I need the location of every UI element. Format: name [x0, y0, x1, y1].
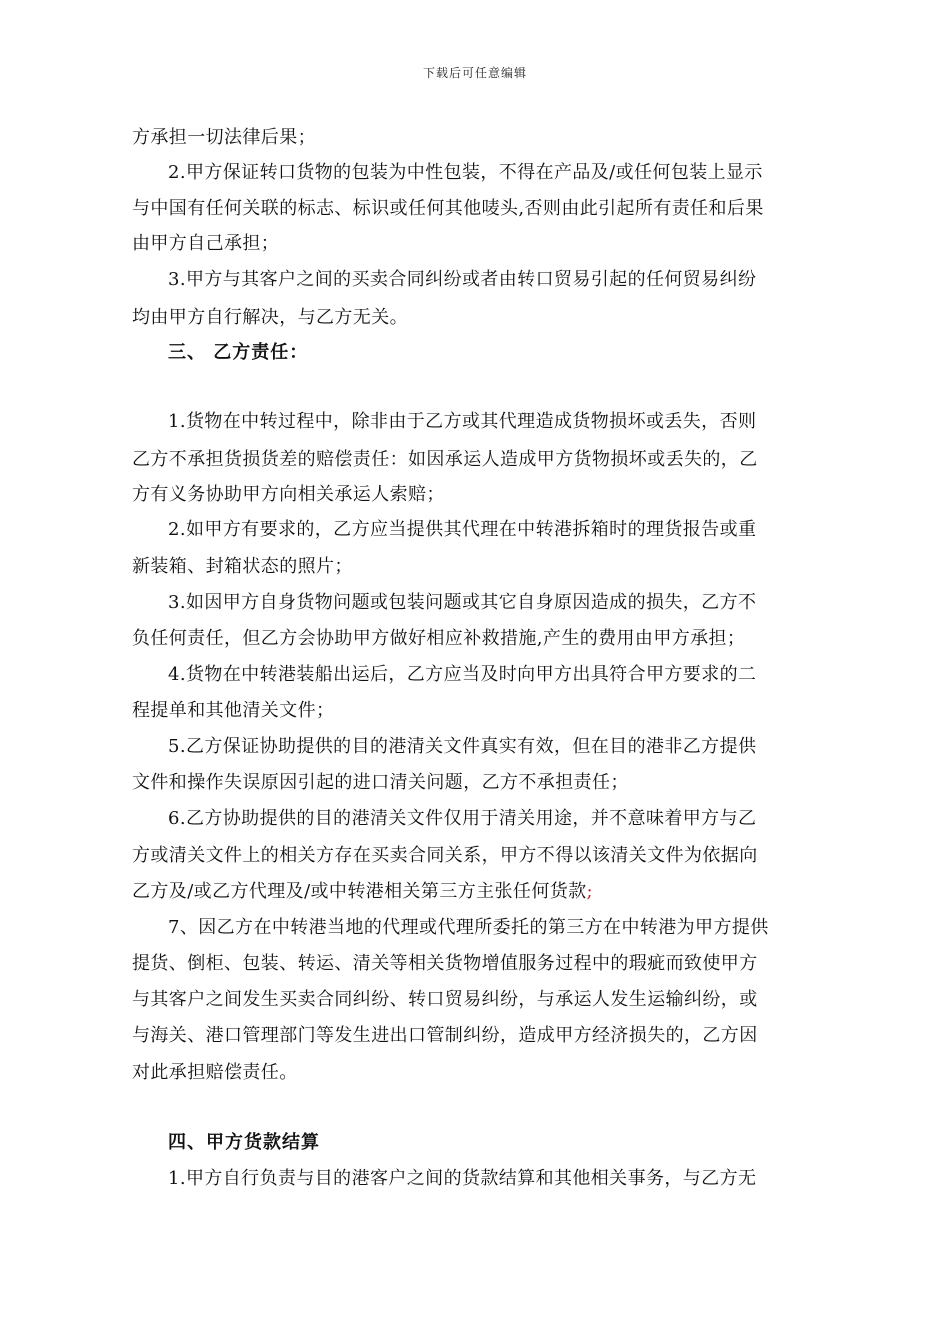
- paragraph-line: 5.乙方保证协助提供的目的港清关文件真实有效，但在目的港非乙方提供: [168, 736, 757, 757]
- paragraph-line: 方或清关文件上的相关方存在买卖合同关系，甲方不得以该清关文件为依据向: [132, 845, 758, 866]
- paragraph-line: 方承担一切法律后果；: [132, 127, 316, 148]
- paragraph-line: 1.甲方自行负责与目的港客户之间的货款结算和其他相关事务，与乙方无: [168, 1168, 757, 1189]
- paragraph-text: 乙方及/或乙方代理及/或中转港相关第三方主张任何货款: [132, 881, 587, 902]
- paragraph-line: 文件和操作失误原因引起的进口清关问题，乙方不承担责任；: [132, 772, 629, 793]
- paragraph-line: 3.甲方与其客户之间的买卖合同纠纷或者由转口贸易引起的任何贸易纠纷: [168, 269, 757, 290]
- paragraph-line: 与其客户之间发生买卖合同纠纷、转口贸易纠纷，与承运人发生运输纠纷，或: [132, 989, 758, 1010]
- section-heading-4: 四、甲方货款结算: [168, 1132, 320, 1153]
- page-header: 下载后可任意编辑: [422, 66, 527, 80]
- paragraph-line: 乙方不承担货损货差的赔偿责任：如因承运人造成甲方货物损坏或丢失的，乙: [132, 449, 758, 470]
- paragraph-line: 2.甲方保证转口货物的包装为中性包装，不得在产品及/或任何包装上显示: [168, 162, 763, 183]
- paragraph-line: 均由甲方自行解决，与乙方无关。: [132, 307, 408, 328]
- paragraph-line: 与中国有任何关联的标志、标识或任何其他唛头,否则由此引起所有责任和后果: [132, 198, 764, 219]
- paragraph-line: 6.乙方协助提供的目的港清关文件仅用于清关用途，并不意味着甲方与乙: [168, 808, 757, 829]
- paragraph-line: 2.如甲方有要求的，乙方应当提供其代理在中转港拆箱时的理货报告或重: [168, 519, 757, 540]
- paragraph-line: 1.货物在中转过程中，除非由于乙方或其代理造成货物损坏或丢失，否则: [168, 411, 757, 432]
- paragraph-line: 提货、倒柜、包装、转运、清关等相关货物增值服务过程中的瑕疵而致使甲方: [132, 953, 758, 974]
- paragraph-line: [132, 880, 593, 904]
- paragraph-line: 3.如因甲方自身货物问题或包装问题或其它自身原因造成的损失，乙方不: [168, 592, 757, 613]
- paragraph-line: 方有义务协助甲方向相关承运人索赔；: [132, 484, 445, 505]
- paragraph-line: 负任何责任，但乙方会协助甲方做好相应补救措施,产生的费用由甲方承担；: [132, 628, 746, 649]
- paragraph-line: 由甲方自己承担；: [132, 233, 280, 254]
- paragraph-line: 与海关、港口管理部门等发生进出口管制纠纷，造成甲方经济损失的，乙方因: [132, 1025, 758, 1046]
- paragraph-line: 对此承担赔偿责任。: [132, 1062, 298, 1083]
- paragraph-line: 4.货物在中转港装船出运后，乙方应当及时向甲方出具符合甲方要求的二: [168, 664, 757, 685]
- red-semicolon: ;: [586, 881, 593, 902]
- paragraph-line: 程提单和其他清关文件；: [132, 700, 335, 721]
- section-heading-3: 三、 乙方责任：: [168, 342, 309, 363]
- paragraph-line: 7、因乙方在中转港当地的代理或代理所委托的第三方在中转港为甲方提供: [168, 917, 769, 938]
- paragraph-line: 新装箱、封箱状态的照片；: [132, 556, 353, 577]
